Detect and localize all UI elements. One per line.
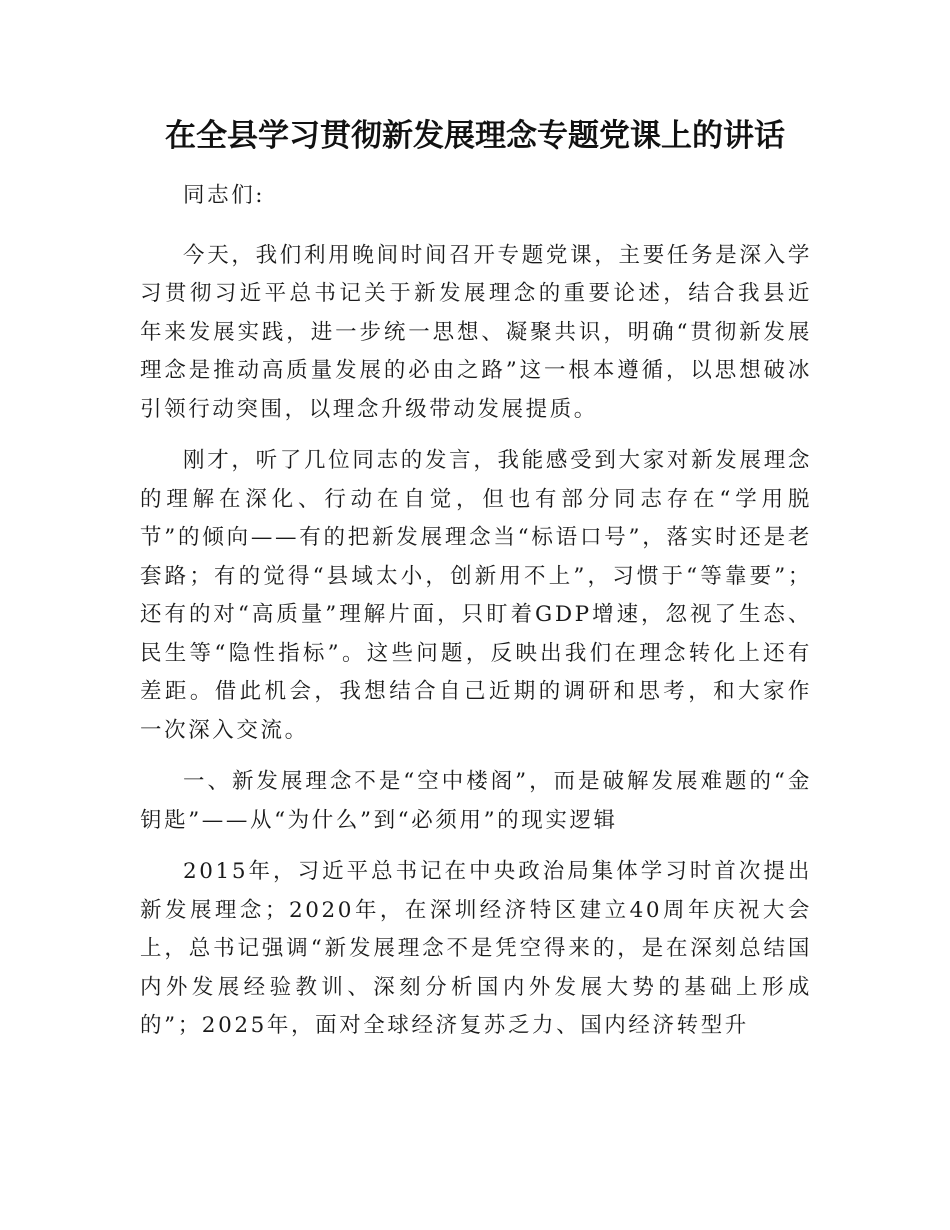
document-title: 在全县学习贯彻新发展理念专题党课上的讲话 — [165, 118, 785, 154]
paragraph-observations: 刚才，听了几位同志的发言，我能感受到大家对新发展理念的理解在深化、行动在自觉，但也有部分同志存在“学用脱节”的倾向——有的把新发展理念当“标语口号”，落实时还是老套路；有的觉得“县域太小，创新用不上”，习惯于“等靠要”；还有的对“高质量”理解片面，只盯着GDP增速，忽视了生态、民生等“隐性指标”。这些问题，反映出我们在理念转化上还有差距。借此机会，我想结合自己近期的调研和思考，和大家作一次深入交流。 — [140, 448, 812, 743]
paragraph-history: 2015年，习近平总书记在中央政治局集体学习时首次提出新发展理念；2020年，在深圳经济特区建立40周年庆祝大会上，总书记强调“新发展理念不是凭空得来的，是在深刻总结国内外发展经验教训、深刻分析国内外发展大势的基础上形成的”；2025年，面对全球经济复苏乏力、国内经济转型升 — [140, 859, 812, 1038]
document-body — [140, 177, 812, 1059]
section-heading-1: 一、新发展理念不是“空中楼阁”，而是破解发展难题的“金钥匙”——从“为什么”到“必须用”的现实逻辑 — [140, 769, 812, 833]
paragraph-intro: 今天，我们利用晚间时间召开专题党课，主要任务是深入学习贯彻习近平总书记关于新发展理念的重要论述，结合我县近年来发展实践，进一步统一思想、凝聚共识，明确“贯彻新发展理念是推动高质量发展的必由之路”这一根本遵循，以思想破冰引领行动突围，以理念升级带动发展提质。 — [140, 242, 812, 422]
salutation: 同志们: — [183, 183, 266, 208]
